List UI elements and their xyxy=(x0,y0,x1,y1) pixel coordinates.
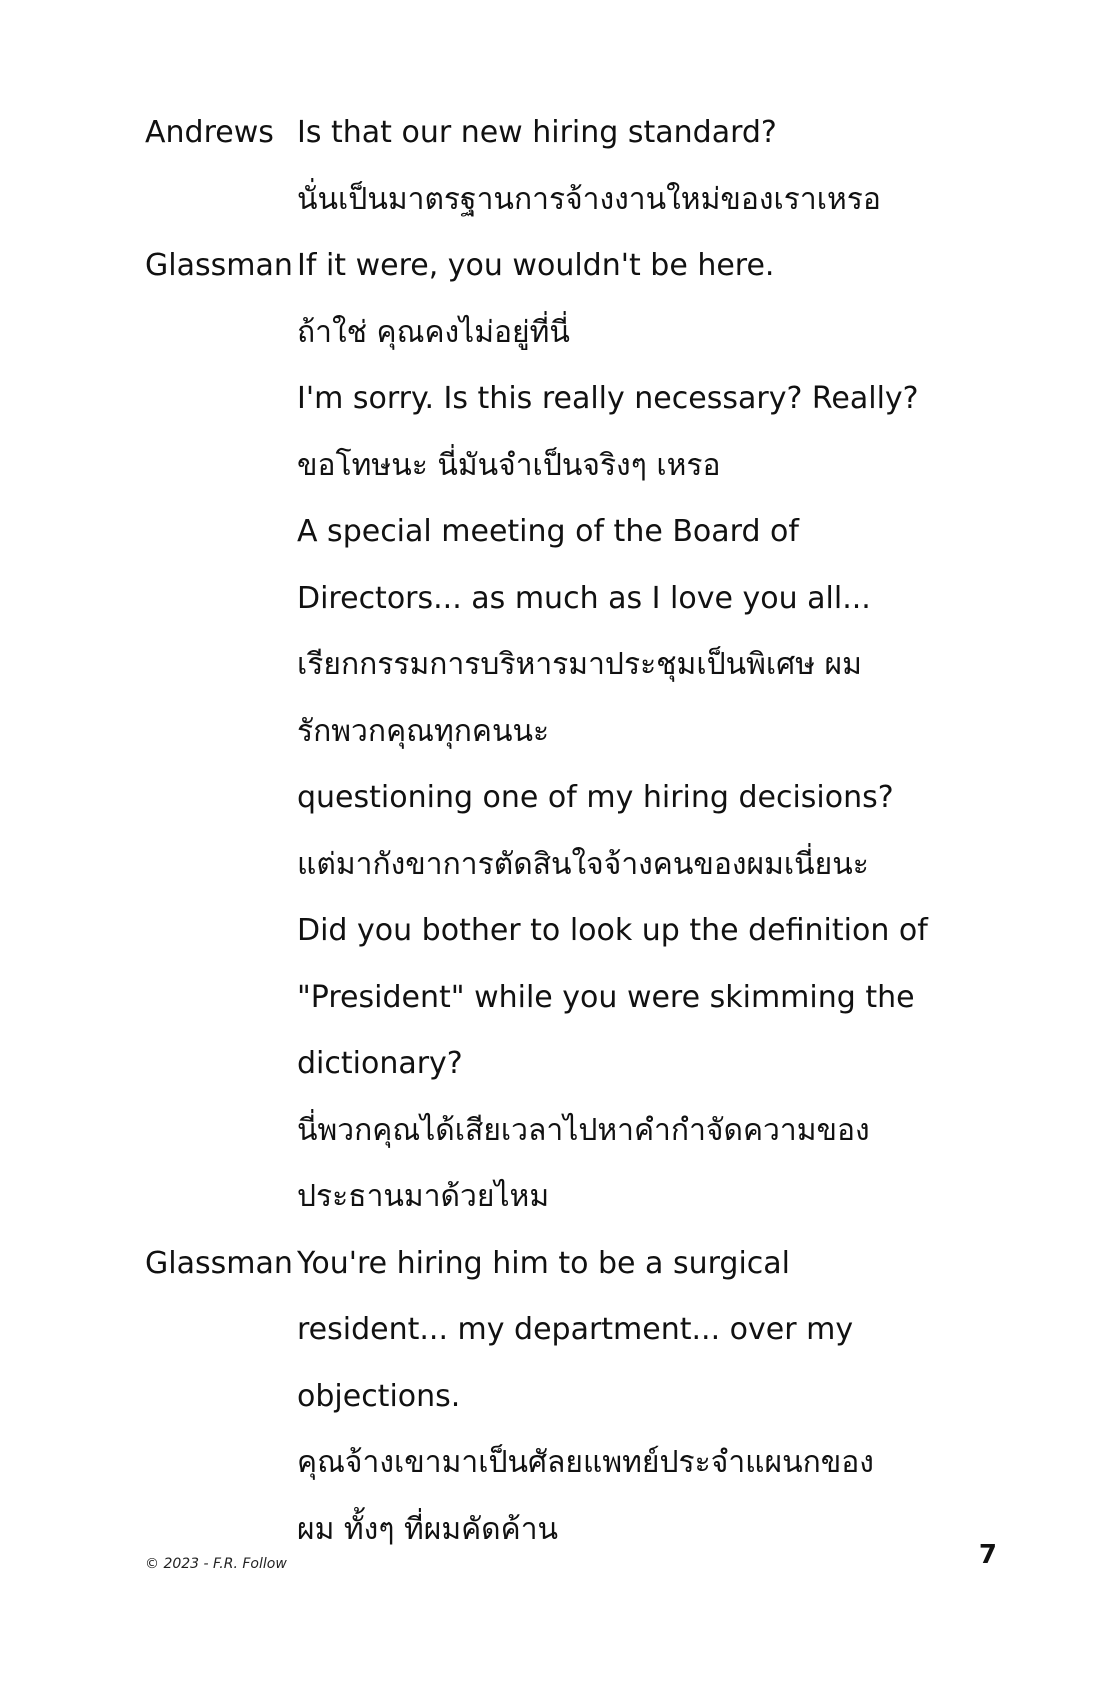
script-line xyxy=(145,433,1025,500)
script-line xyxy=(145,1098,1025,1165)
page-number: 7 xyxy=(978,1540,997,1570)
dialogue-text: นั่นเป็นมาตรฐานการจ้างงานใหม่ของเราเหรอ xyxy=(297,181,881,217)
dialogue-text: Directors... as much as I love you all... xyxy=(297,580,871,616)
dialogue-text: You're hiring him to be a surgical xyxy=(297,1245,790,1281)
dialogue-text: รักพวกคุณทุกคนนะ xyxy=(297,713,550,749)
copyright-notice: © 2023 - F.R. Follow xyxy=(145,1556,287,1572)
script-line xyxy=(145,1231,1025,1298)
script-line xyxy=(145,1164,1025,1231)
script-line xyxy=(145,1364,1025,1431)
script-line xyxy=(145,965,1025,1032)
dialogue-text: I'm sorry. Is this really necessary? Really? xyxy=(297,381,919,416)
script-line xyxy=(145,100,1025,167)
script-line xyxy=(145,1031,1025,1098)
script-line xyxy=(145,167,1025,234)
dialogue-text: If it were, you wouldn't be here. xyxy=(297,248,775,283)
dialogue-text: dictionary? xyxy=(297,1046,463,1081)
script-line xyxy=(145,233,1025,300)
script-line xyxy=(145,832,1025,899)
dialogue-text: คุณจ้างเขามาเป็นศัลยแพทย์ประจำแผนกของ xyxy=(297,1445,874,1480)
script-line xyxy=(145,1497,1025,1564)
dialogue-text: Did you bother to look up the definition of xyxy=(297,913,928,948)
dialogue-text: questioning one of my hiring decisions? xyxy=(297,780,894,815)
script-line xyxy=(145,1430,1025,1497)
dialogue-text: "President" while you were skimming the xyxy=(297,979,915,1015)
script-line xyxy=(145,366,1025,433)
dialogue-text: resident... my department... over my xyxy=(297,1312,854,1347)
script-body xyxy=(145,100,1025,1563)
speaker-name: Glassman xyxy=(145,1245,293,1281)
script-line xyxy=(145,499,1025,566)
script-line xyxy=(145,898,1025,965)
speaker-name: Glassman xyxy=(145,248,293,283)
script-line xyxy=(145,632,1025,699)
dialogue-text: ผม ทั้งๆ ที่ผมคัดค้าน xyxy=(297,1511,559,1547)
speaker-name: Andrews xyxy=(145,115,274,150)
script-line xyxy=(145,765,1025,832)
dialogue-text: แต่มากังขาการตัดสินใจจ้างคนของผมเนี่ยนะ xyxy=(297,846,869,882)
script-line xyxy=(145,566,1025,633)
dialogue-text: ขอโทษนะ นี่มันจำเป็นจริงๆ เหรอ xyxy=(297,447,721,483)
dialogue-text: A special meeting of the Board of xyxy=(297,514,799,549)
dialogue-text: ถ้าใช่ คุณคงไม่อยู่ที่นี่ xyxy=(297,314,570,350)
script-line xyxy=(145,300,1025,367)
dialogue-text: นี่พวกคุณได้เสียเวลาไปหาคำกำจัดความของ xyxy=(297,1112,870,1148)
dialogue-text: เรียกกรรมการบริหารมาประชุมเป็นพิเศษ ผม xyxy=(297,647,862,682)
script-line xyxy=(145,1297,1025,1364)
dialogue-text: objections. xyxy=(297,1378,461,1414)
script-line xyxy=(145,699,1025,766)
dialogue-text: ประธานมาด้วยไหม xyxy=(297,1179,550,1214)
dialogue-text: Is that our new hiring standard? xyxy=(297,115,777,150)
